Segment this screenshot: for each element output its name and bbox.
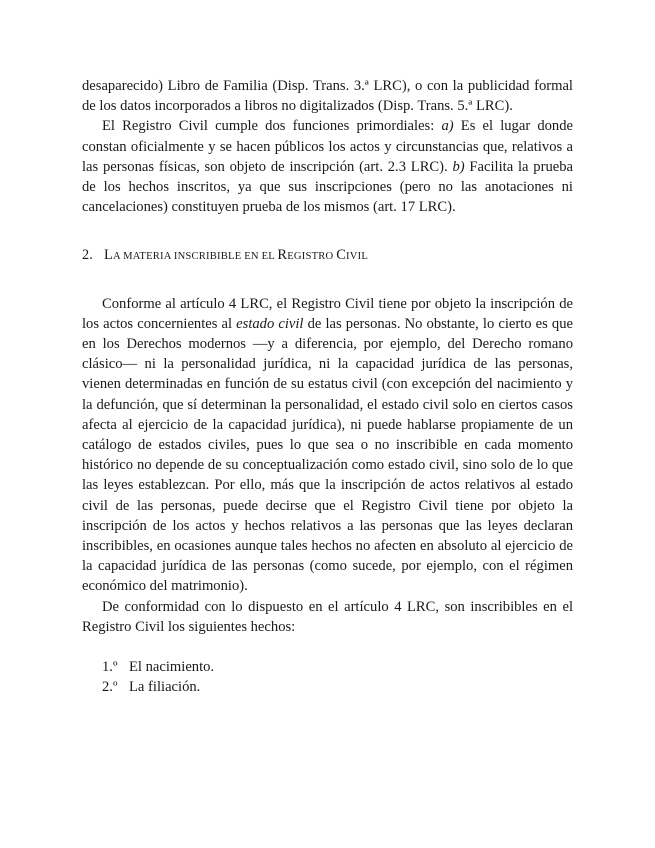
paragraph-functions: El Registro Civil cumple dos funciones primordiales: a) Es el lugar donde constan oficialmente y se hacen públicos los actos y circunstancias que, relativos a las personas físicas, son objeto de inscripción (art. 2.3 LRC). b) Facilita la prueba de los hechos inscritos, ya que sus inscripciones (pero no las anotaciones ni cancelaciones) constituyen prueba de los mismos (art. 17 LRC).	[82, 118, 574, 216]
paragraph-intro: desaparecido) Libro de Familia (Disp. Trans. 3.ª LRC), o con la publicidad formal de los datos incorporados a libros no digitalizados (Disp. Trans. 5.ª LRC).	[82, 78, 573, 115]
list-marker: 2.º	[102, 679, 118, 696]
enum-a: a)	[441, 118, 454, 135]
paragraph-registry-object: Conforme al artículo 4 LRC, el Registro Civil tiene por objeto la inscripción de los actos concernientes al estado civil de las personas. No obstante, lo cierto es que en los Derechos modernos —y a diferencia, por ejemplo, del Derecho romano clásico— ni la personalidad jurídica, ni la capacidad jurídica de las personas, vienen determinadas en función de su estatus civil (con excepción del nacimiento y la defunción, que sí determinan la personalidad, el estado civil solo en ciertos casos afecta al ejercicio de la capacidad jurídica), ni puede hablarse propiamente de un catálogo de estados civiles, pues lo que sea o no inscribible en cada momento histórico no depende de su conceptualización como estado civil, sino solo de lo que las leyes establezcan. Por ello, más que la inscripción de actos relativos al estado civil de las personas, puede decirse que el Registro Civil tiene por objeto la inscripción de los actos y hechos relativos a las personas que las leyes declaran inscribibles, en ocasiones aunque tales hechos no afecten en absoluto al ejercicio de la capacidad jurídica de las personas (como sucede, por ejemplo, con el régimen económico del matrimonio).	[82, 295, 574, 595]
list-item-text: La filiación.	[129, 679, 201, 696]
paragraph-inscribible-facts: De conformidad con lo dispuesto en el artículo 4 LRC, son inscribibles en el Registro Civil los siguientes hechos:	[82, 598, 573, 635]
list-marker: 1.º	[102, 659, 118, 676]
list-item	[82, 677, 573, 697]
enum-b: b)	[452, 158, 465, 175]
inscribible-facts-list	[82, 657, 573, 697]
section-heading: 2. LA MATERIA INSCRIBIBLE EN EL REGISTRO CIVIL	[82, 245, 573, 267]
list-item-text: El nacimiento.	[129, 659, 215, 676]
section-number: 2.	[82, 247, 94, 264]
document-page	[82, 76, 573, 712]
list-item	[82, 657, 573, 677]
term-estado-civil: estado civil	[236, 315, 304, 332]
